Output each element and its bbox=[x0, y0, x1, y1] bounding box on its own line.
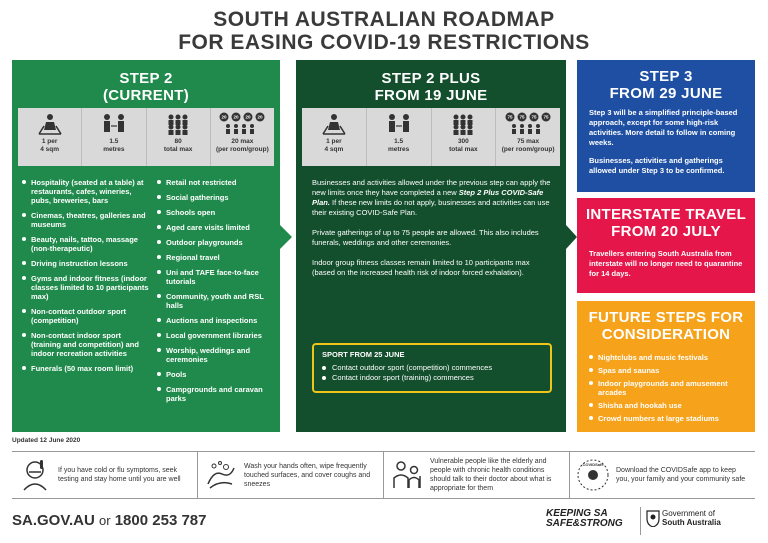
step3-panel bbox=[577, 60, 755, 192]
list-item: Driving instruction lessons bbox=[22, 259, 152, 268]
step2plus-distance-value: 1.5 bbox=[394, 138, 404, 145]
step3-paragraph-2: Businesses, activities and gatherings allowed under Step 3 to be confirmed. bbox=[589, 156, 725, 175]
step2plus-arrow bbox=[566, 225, 577, 249]
step3-body bbox=[589, 108, 745, 184]
step2plus-heading-line2: FROM 19 JUNE bbox=[374, 87, 488, 104]
footer-or: or bbox=[98, 513, 111, 528]
updated-date: Updated 12 June 2020 bbox=[12, 437, 81, 444]
hand-washing-icon bbox=[204, 458, 238, 492]
tip-hands bbox=[198, 452, 384, 498]
list-item: Social gatherings bbox=[157, 193, 275, 202]
rooms-group-icon bbox=[503, 112, 553, 136]
step2plus-para1-emphasis: Step 2 Plus COVID-Safe Plan. bbox=[312, 188, 544, 207]
step2plus-paragraph-3: Indoor group fitness classes remain limited to 10 participants max (based on the increased health risk of indoor forced exhalation). bbox=[312, 258, 530, 277]
step2-list-right bbox=[157, 178, 275, 409]
tip-vulnerable bbox=[384, 452, 570, 498]
list-item: Aged care visits limited bbox=[157, 223, 275, 232]
tip-vulnerable-text: Vulnerable people like the elderly and people with chronic health conditions should talk to their doctor about what is appropriate for them bbox=[430, 458, 552, 492]
step3-heading bbox=[577, 68, 755, 102]
step2plus-paragraph-1 bbox=[312, 178, 552, 218]
list-item: Schools open bbox=[157, 208, 275, 217]
list-item: Regional travel bbox=[157, 253, 275, 262]
keeping-sa-line2: SAFE&STRONG bbox=[546, 518, 623, 529]
future-list bbox=[589, 353, 749, 427]
step2plus-room-badge-4: 75 bbox=[543, 114, 549, 120]
list-item: Local government libraries bbox=[157, 331, 275, 340]
step3-paragraph-1: Step 3 will be a simplified principle-based approach, except for some high-risk activities. More detail to follow in coming weeks. bbox=[589, 108, 738, 147]
step2-total-unit: total max bbox=[163, 145, 193, 153]
sport-list bbox=[322, 363, 542, 383]
keeping-sa-logo bbox=[546, 509, 623, 529]
govt-line1: Government of bbox=[662, 509, 715, 518]
page-title bbox=[0, 8, 768, 54]
step2-distance-value: 1.5 bbox=[109, 138, 119, 145]
tip-sick bbox=[12, 452, 198, 498]
future-heading-line2: CONSIDERATION bbox=[601, 326, 731, 343]
list-item: Retail not restricted bbox=[157, 178, 275, 187]
interstate-heading-line2: FROM 20 JULY bbox=[611, 223, 721, 240]
person-space-icon bbox=[321, 112, 347, 136]
list-item: Cinemas, theatres, galleries and museums bbox=[22, 211, 152, 229]
interstate-panel bbox=[577, 198, 755, 293]
step2plus-heading bbox=[296, 70, 566, 104]
list-item: Worship, weddings and ceremonies bbox=[157, 346, 275, 364]
step2-room-badge-3: 20 bbox=[245, 114, 251, 120]
step3-heading-line2: FROM 29 JUNE bbox=[609, 85, 723, 102]
step2plus-icon-space bbox=[302, 108, 367, 166]
list-item: Funerals (50 max room limit) bbox=[22, 364, 152, 373]
interstate-body bbox=[589, 249, 745, 287]
step2-icon-room bbox=[211, 108, 274, 166]
step2-panel bbox=[12, 60, 280, 432]
step2-room-unit: (per room/group) bbox=[216, 145, 269, 153]
website-link[interactable]: SA.GOV.AU bbox=[12, 512, 95, 529]
future-heading-line1: FUTURE STEPS FOR bbox=[588, 309, 744, 326]
step2-space-value: 1 per bbox=[41, 138, 58, 145]
covidsafe-app-icon bbox=[576, 458, 610, 492]
step2-room-badge-1: 20 bbox=[221, 114, 227, 120]
list-item: Non-contact indoor sport (training and competition) and indoor recreation activities bbox=[22, 331, 152, 358]
covidsafe-badge-text: COVIDSafe bbox=[582, 462, 604, 467]
distance-people-icon bbox=[386, 112, 412, 136]
interstate-text: Travellers entering South Australia from interstate will no longer need to quarantine for 14 days. bbox=[589, 249, 743, 278]
group-icon bbox=[163, 112, 193, 136]
step2-icon-space bbox=[18, 108, 82, 166]
step3-heading-line1: STEP 3 bbox=[639, 68, 693, 85]
list-item: Community, youth and RSL halls bbox=[157, 292, 275, 310]
phone-number[interactable]: 1800 253 787 bbox=[114, 512, 207, 529]
list-item: Nightclubs and music festivals bbox=[589, 353, 749, 362]
step2-room-badge-4: 20 bbox=[257, 114, 263, 120]
step2-list-left bbox=[22, 178, 152, 379]
future-panel bbox=[577, 301, 755, 432]
step2plus-icon-room bbox=[496, 108, 560, 166]
step2-heading bbox=[12, 70, 280, 104]
government-crest-icon bbox=[646, 509, 660, 527]
step2plus-para1-b: If these new limits do not apply, businesses and activities can use their existing COVID-Safe Plan. bbox=[312, 198, 550, 217]
step2-space-unit: 4 sqm bbox=[40, 145, 60, 153]
step2plus-heading-line1: STEP 2 PLUS bbox=[381, 70, 481, 87]
list-item: Contact indoor sport (training) commences bbox=[322, 373, 542, 383]
step2plus-total-unit: total max bbox=[449, 145, 478, 153]
step2plus-space-value: 1 per bbox=[326, 138, 342, 145]
step2-heading-line2: (CURRENT) bbox=[102, 87, 190, 104]
title-line-2: FOR EASING COVID-19 RESTRICTIONS bbox=[178, 31, 590, 54]
tip-app-text: Download the COVIDSafe app to keep you, your family and your community safe bbox=[616, 467, 746, 483]
keeping-sa-line1: KEEPING SA bbox=[546, 508, 608, 519]
interstate-heading bbox=[577, 206, 755, 240]
step2plus-icon-row bbox=[302, 108, 560, 166]
step2-total-value: 80 bbox=[174, 138, 182, 145]
step2plus-icon-distance bbox=[367, 108, 432, 166]
step2plus-panel bbox=[296, 60, 566, 432]
group-icon bbox=[448, 112, 478, 136]
tip-hands-text: Wash your hands often, wipe frequently touched surfaces, and cover coughs and sneezes bbox=[244, 462, 371, 488]
vulnerable-people-icon bbox=[390, 458, 424, 492]
step2plus-paragraph-2: Private gatherings of up to 75 people are allowed. This also includes funerals, weddings and other ceremonies. bbox=[312, 228, 539, 247]
step2plus-room-value: 75 max bbox=[517, 138, 540, 145]
person-space-icon bbox=[37, 112, 63, 136]
step2-room-value: 20 max bbox=[231, 138, 254, 145]
step2plus-para1-a: Businesses and activities allowed under the previous step can apply the new limits once they have completed a new bbox=[312, 178, 551, 197]
step2-distance-unit: metres bbox=[103, 145, 125, 153]
step2-heading-line1: STEP 2 bbox=[119, 70, 173, 87]
list-item: Auctions and inspections bbox=[157, 316, 275, 325]
sport-title: SPORT FROM 25 JUNE bbox=[322, 350, 405, 359]
footer-divider bbox=[640, 507, 641, 535]
list-item: Pools bbox=[157, 370, 275, 379]
tip-sick-text: If you have cold or flu symptoms, seek testing and stay home until you are well bbox=[58, 467, 181, 483]
step2-icon-total bbox=[147, 108, 211, 166]
list-item: Uni and TAFE face-to-face tutorials bbox=[157, 268, 275, 286]
step2-icon-row bbox=[18, 108, 274, 166]
step2-room-badge-2: 20 bbox=[233, 114, 239, 120]
interstate-heading-line1: INTERSTATE TRAVEL bbox=[585, 206, 747, 223]
list-item: Gyms and indoor fitness (indoor classes limited to 10 participants max) bbox=[22, 274, 152, 301]
distance-people-icon bbox=[101, 112, 127, 136]
title-line-1: SOUTH AUSTRALIAN ROADMAP bbox=[213, 8, 555, 31]
list-item: Outdoor playgrounds bbox=[157, 238, 275, 247]
list-item: Hospitality (seated at a table) at restaurants, cafes, wineries, pubs, breweries, bars bbox=[22, 178, 152, 205]
health-tips-bar bbox=[12, 451, 755, 499]
list-item: Indoor playgrounds and amusement arcades bbox=[589, 379, 749, 397]
government-logo-text bbox=[662, 509, 757, 527]
step2plus-room-unit: (per room/group) bbox=[501, 145, 555, 153]
list-item: Crowd numbers at large stadiums bbox=[589, 414, 749, 423]
step2plus-room-badge-1: 75 bbox=[507, 114, 513, 120]
tip-app bbox=[570, 452, 755, 498]
step2plus-total-value: 300 bbox=[457, 138, 469, 145]
footer-contact bbox=[12, 512, 206, 529]
list-item: Non-contact outdoor sport (competition) bbox=[22, 307, 152, 325]
step2plus-distance-unit: metres bbox=[387, 145, 410, 153]
step2plus-body bbox=[312, 178, 552, 288]
sport-box bbox=[312, 343, 552, 393]
step2-icon-distance bbox=[82, 108, 146, 166]
step2-arrow bbox=[280, 225, 292, 249]
list-item: Campgrounds and caravan parks bbox=[157, 385, 275, 403]
sick-person-icon bbox=[18, 458, 52, 492]
step2plus-room-badge-3: 75 bbox=[531, 114, 537, 120]
step2plus-room-badge-2: 75 bbox=[519, 114, 525, 120]
list-item: Spas and saunas bbox=[589, 366, 749, 375]
step2plus-space-unit: 4 sqm bbox=[324, 145, 344, 153]
list-item: Beauty, nails, tattoo, massage (non-therapeutic) bbox=[22, 235, 152, 253]
govt-line2: South Australia bbox=[662, 518, 721, 527]
step2plus-icon-total bbox=[432, 108, 497, 166]
list-item: Shisha and hookah use bbox=[589, 401, 749, 410]
future-heading bbox=[577, 309, 755, 343]
list-item: Contact outdoor sport (competition) commences bbox=[322, 363, 542, 373]
rooms-group-icon bbox=[217, 112, 267, 136]
